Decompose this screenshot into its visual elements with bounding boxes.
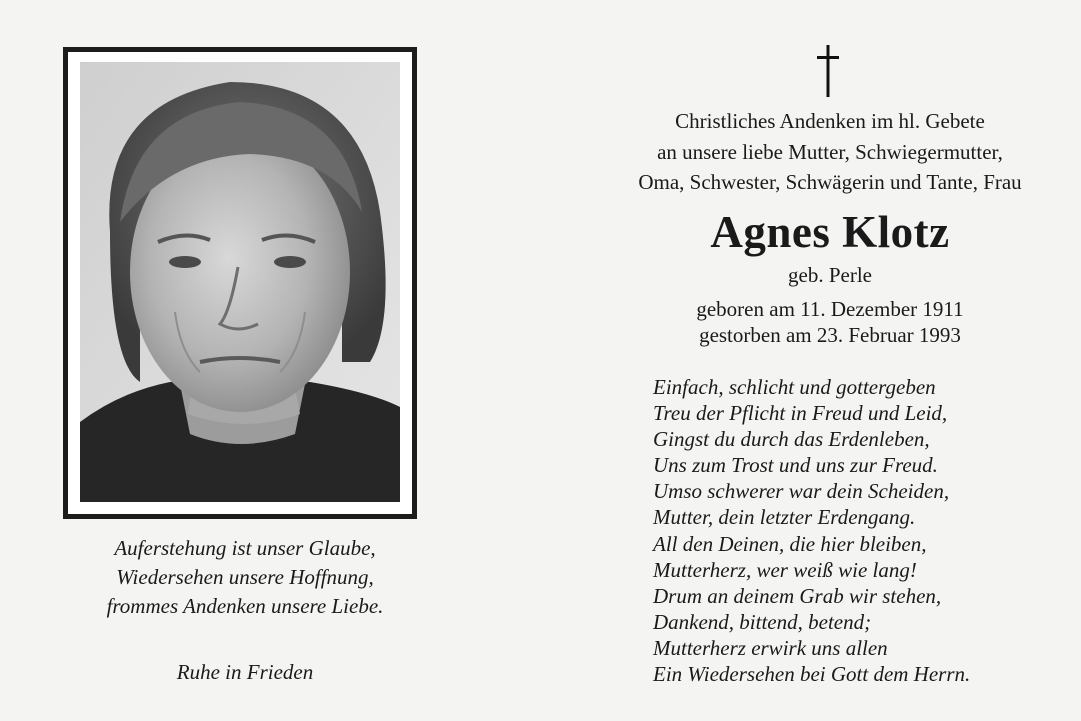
intro-line: Christliches Andenken im hl. Gebete <box>675 109 985 133</box>
poem-line: Dankend, bittend, betend; <box>653 609 872 634</box>
deceased-name: Agnes Klotz <box>710 207 950 257</box>
rip-line: Ruhe in Frieden <box>176 660 314 684</box>
poem-line: Mutterherz erwirk uns allen <box>653 635 888 660</box>
birth-date: geboren am 11. Dezember 1911 <box>696 297 964 321</box>
memorial-intro <box>570 106 1081 198</box>
portrait-frame <box>63 47 417 519</box>
portrait-photo <box>80 62 400 502</box>
poem-line: Umso schwerer war dein Scheiden, <box>653 479 950 504</box>
intro-line: Oma, Schwester, Schwägerin und Tante, Frau <box>638 170 1022 194</box>
poem-line: Mutterherz, wer weiß wie lang! <box>653 557 917 582</box>
poem-line: Einfach, schlicht und gottergeben <box>653 375 936 399</box>
death-date: gestorben am 23. Februar 1993 <box>699 323 961 347</box>
poem-line: Drum an deinem Grab wir stehen, <box>653 583 942 608</box>
poem-line: All den Deinen, die hier bleiben, <box>653 531 927 556</box>
resurrection-motto <box>63 534 427 621</box>
birth-name: geb. Perle <box>788 263 872 287</box>
motto-line: Auferstehung ist unser Glaube, <box>114 536 376 560</box>
portrait-mat <box>68 52 412 514</box>
poem-line: Ein Wiedersehen bei Gott dem Herrn. <box>653 662 971 687</box>
motto-line: frommes Andenken unsere Liebe. <box>106 594 384 618</box>
rest-in-peace <box>63 658 427 687</box>
intro-line: an unsere liebe Mutter, Schwiegermutter, <box>657 139 1003 164</box>
motto-line: Wiedersehen unsere Hoffnung, <box>116 565 374 589</box>
poem-line: Mutter, dein letzter Erdengang. <box>653 505 916 530</box>
poem-line: Treu der Pflicht in Freud und Leid, <box>653 401 948 426</box>
life-dates <box>570 296 1081 348</box>
poem-line: Uns zum Trost und uns zur Freud. <box>653 453 938 478</box>
memorial-poem <box>653 374 970 687</box>
latin-cross-icon <box>815 45 841 97</box>
poem-line: Gingst du durch das Erdenleben, <box>653 427 930 452</box>
